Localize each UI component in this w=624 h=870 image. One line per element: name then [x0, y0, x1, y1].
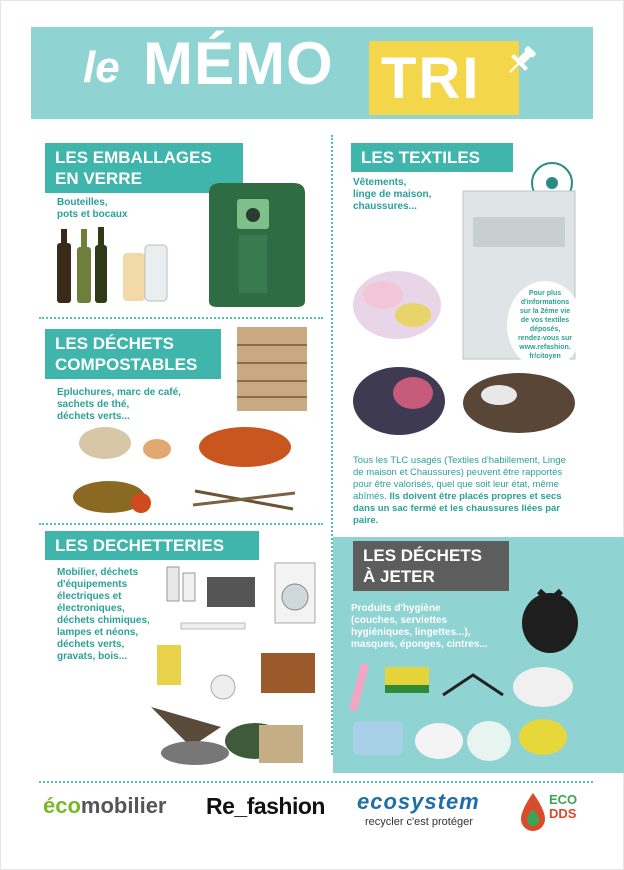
ecodds-drop-icon [519, 791, 547, 831]
ecomobilier-eco: éco [43, 793, 81, 818]
info-line: de vos textiles [520, 317, 570, 324]
info-line: sur la 2ème vie [519, 308, 571, 315]
textiles-info-bubble [507, 281, 583, 369]
section-dechetteries-title: LES DECHETTERIES [45, 531, 259, 560]
info-line: d'informations [520, 299, 570, 306]
jeter-desc-line: masques, éponges, cintres... [351, 639, 488, 650]
verre-title-line2: EN VERRE [55, 169, 142, 188]
textiles-note-normal: Tous les TLC usagés (Textiles d'habillement, Linge de maison et Chaussures) peuvent être rapportés pour être valorisés, quel que soit leur état, même abîmés. [353, 455, 566, 502]
info-line: rendez-vous sur [517, 335, 573, 342]
textiles-desc [353, 177, 431, 213]
dechetteries-desc-line: déchets verts, [57, 639, 125, 650]
info-line: déposés, [529, 326, 561, 333]
section-jeter-title [353, 541, 509, 591]
info-line: fr/citoyen [529, 353, 561, 360]
verre-desc-line2: pots et bocaux [57, 209, 128, 220]
compost-desc [57, 387, 181, 423]
dechetteries-desc-line: électroniques, [57, 603, 125, 614]
title-le: le [83, 43, 120, 92]
jeter-desc-line: (couches, serviettes [351, 615, 448, 626]
ecosystem-logo: ecosystem [357, 789, 480, 814]
compost-desc-line1: Epluchures, marc de café, [57, 387, 181, 398]
section-compost-title [45, 329, 221, 379]
jeter-title-line1: LES DÉCHETS [363, 546, 483, 565]
verre-desc-line1: Bouteilles, [57, 197, 108, 208]
section-textiles-title: LES TEXTILES [351, 143, 513, 172]
compost-desc-line3: déchets verts... [57, 411, 130, 422]
compost-items-image [65, 421, 315, 521]
textiles-note-bold: Ils doivent être placés propres et secs dans un sac fermé et les chaussures liées par paire. [353, 491, 562, 526]
pushpin-icon [501, 41, 541, 81]
divider-footer [39, 781, 593, 783]
ecodds-line2: DDS [549, 806, 577, 821]
textiles-desc-line3: chaussures... [353, 201, 417, 212]
jeter-title-line2: À JETER [363, 567, 435, 586]
trash-bag-image [517, 581, 583, 655]
glass-container-image [199, 179, 315, 309]
compost-bin-image [233, 323, 311, 415]
dechetteries-desc-line: électriques et [57, 591, 122, 602]
hygiene-items-image [343, 655, 583, 769]
jeter-desc [351, 603, 488, 651]
dechetteries-desc-line: gravats, bois... [57, 651, 128, 662]
compost-title-line1: LES DÉCHETS [55, 334, 175, 353]
title-memo: MÉMO [143, 30, 334, 97]
info-line: Pour plus [528, 290, 562, 297]
ecosystem-tagline: recycler c'est protéger [365, 816, 473, 828]
compost-title-line2: COMPOSTABLES [55, 355, 198, 374]
linen-pile-image [349, 259, 445, 345]
textiles-desc-line1: Vêtements, [353, 177, 407, 188]
divider-1 [39, 317, 323, 319]
ecomobilier-logo [43, 793, 167, 819]
dechetteries-desc-line: Mobilier, déchets [57, 567, 139, 578]
textiles-desc-line2: linge de maison, [353, 189, 432, 200]
refashion-logo: Re_fashion [206, 793, 325, 819]
dechetteries-desc [57, 567, 150, 663]
info-line: www.refashion. [519, 344, 571, 351]
dechetteries-desc-line: déchets chimiques, [57, 615, 150, 626]
dechetteries-desc-line: d'équipements [57, 579, 128, 590]
compost-desc-line2: sachets de thé, [57, 399, 130, 410]
textiles-note [353, 455, 579, 527]
dechetteries-items-image [151, 557, 321, 771]
ecodds-line1: ECO [549, 792, 578, 807]
dechetteries-desc-line: lampes et néons, [57, 627, 139, 638]
jeter-desc-line: hygiéniques, lingettes...), [351, 627, 471, 638]
verre-desc [57, 197, 128, 221]
divider-2 [39, 523, 323, 525]
wine-bottles-image [53, 223, 173, 305]
verre-title-line1: LES EMBALLAGES [55, 148, 212, 167]
jeter-desc-line: Produits d'hygiène [351, 603, 441, 614]
clothes-shoes-image [349, 363, 579, 439]
title-tri: TRI [381, 46, 481, 111]
ecodds-logo [519, 789, 579, 835]
ecomobilier-mobilier: mobilier [80, 793, 167, 818]
